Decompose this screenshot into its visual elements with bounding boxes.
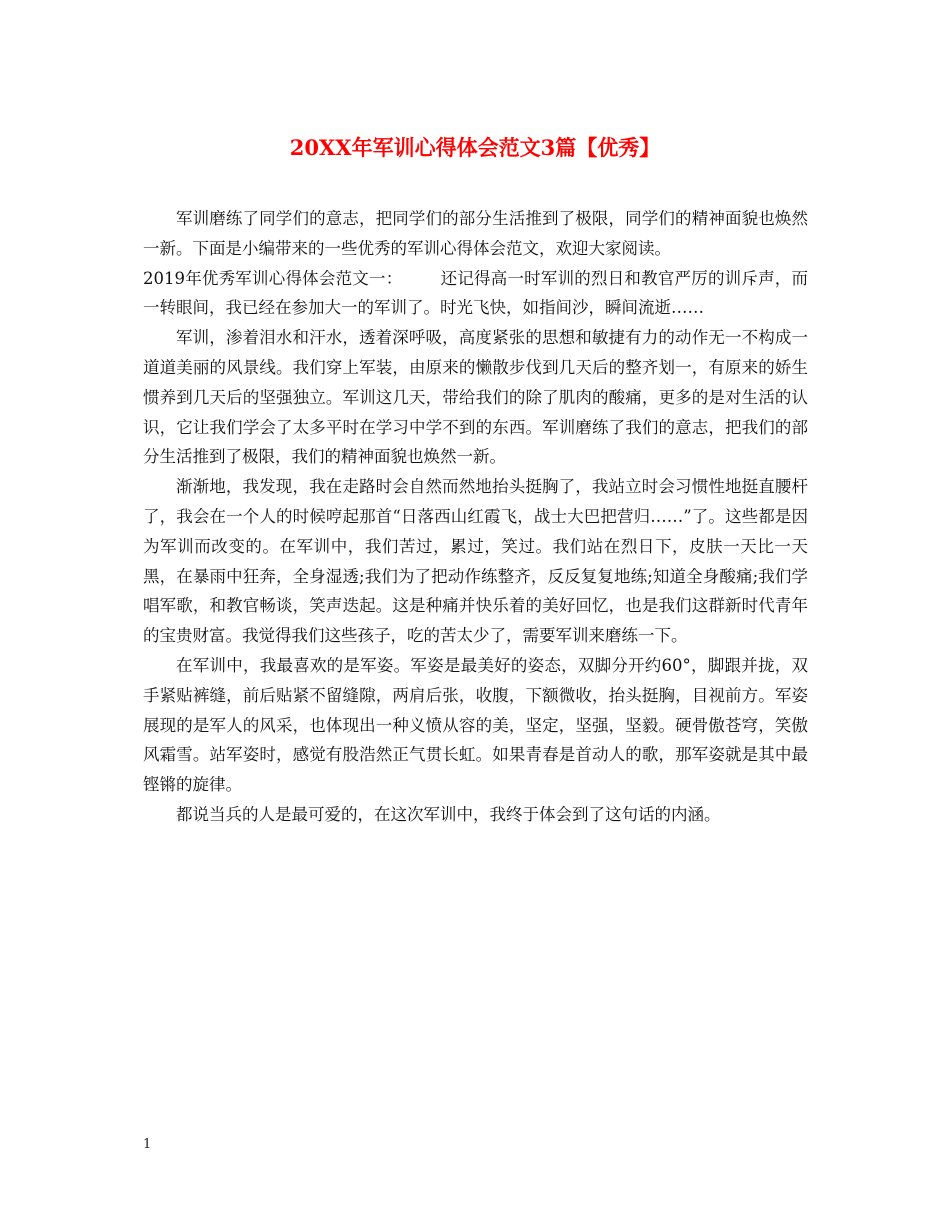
page-number: 1 <box>143 1137 152 1152</box>
section-first-text: 还记得高一时军训的烈日和教官严厉的训斥声，而一转眼间，我已经在参加大一的军训了。时光飞快，如指间沙，瞬间流逝…… <box>143 268 809 318</box>
document-title: 20XX年军训心得体会范文3篇【优秀】 <box>289 135 661 160</box>
section-paragraph <box>143 264 808 324</box>
body-paragraph-4: 都说当兵的人是最可爱的，在这次军训中，我终于体会到了这句话的内涵。 <box>176 804 721 824</box>
body-paragraph-2: 渐渐地，我发现，我在走路时会自然而然地抬头挺胸了，我站立时会习惯性地挺直腰杆了，我会在一个人的时候哼起那首“日落西山红霞飞，战士大巴把营归……”了。这些都是因为军训而改变的。在军训中，我们苦过，累过，笑过。我们站在烈日下，皮肤一天比一天黑，在暴雨中狂奔，全身湿透;我们为了把动作练整齐，反反复复地练;知道全身酸痛;我们学唱军歌，和教官畅谈，笑声迭起。这是种痛并快乐着的美好回忆，也是我们这群新时代青年的宝贵财富。我觉得我们这些孩子，吃的苦太少了，需要军训来磨练一下。 <box>143 477 808 646</box>
document-body <box>143 204 808 830</box>
section-heading: 2019年优秀军训心得体会范文一： <box>143 268 403 288</box>
body-paragraph-3: 在军训中，我最喜欢的是军姿。军姿是最美好的姿态，双脚分开约60°，脚跟并拢，双手紧贴裤缝，前后贴紧不留缝隙，两肩后张，收腹，下额微收，抬头挺胸，目视前方。军姿展现的是军人的风采，也体现出一种义愤从容的美，坚定，坚强，坚毅。硬骨傲苍穹，笑傲风霜雪。站军姿时，感觉有股浩然正气贯长虹。如果青春是首动人的歌，那军姿就是其中最铿锵的旋律。 <box>143 655 808 795</box>
body-paragraph-1: 军训，渗着泪水和汗水，透着深呼吸，高度紧张的思想和敏捷有力的动作无一不构成一道道美丽的风景线。我们穿上军装，由原来的懒散步伐到几天后的整齐划一，有原来的娇生惯养到几天后的坚强独立。军训这几天，带给我们的除了肌肉的酸痛，更多的是对生活的认识，它让我们学会了太多平时在学习中学不到的东西。军训磨练了我们的意志，把我们的部分生活推到了极限，我们的精神面貌也焕然一新。 <box>143 328 808 467</box>
intro-paragraph: 军训磨练了同学们的意志，把同学们的部分生活推到了极限，同学们的精神面貌也焕然一新。下面是小编带来的一些优秀的军训心得体会范文，欢迎大家阅读。 <box>143 209 808 258</box>
